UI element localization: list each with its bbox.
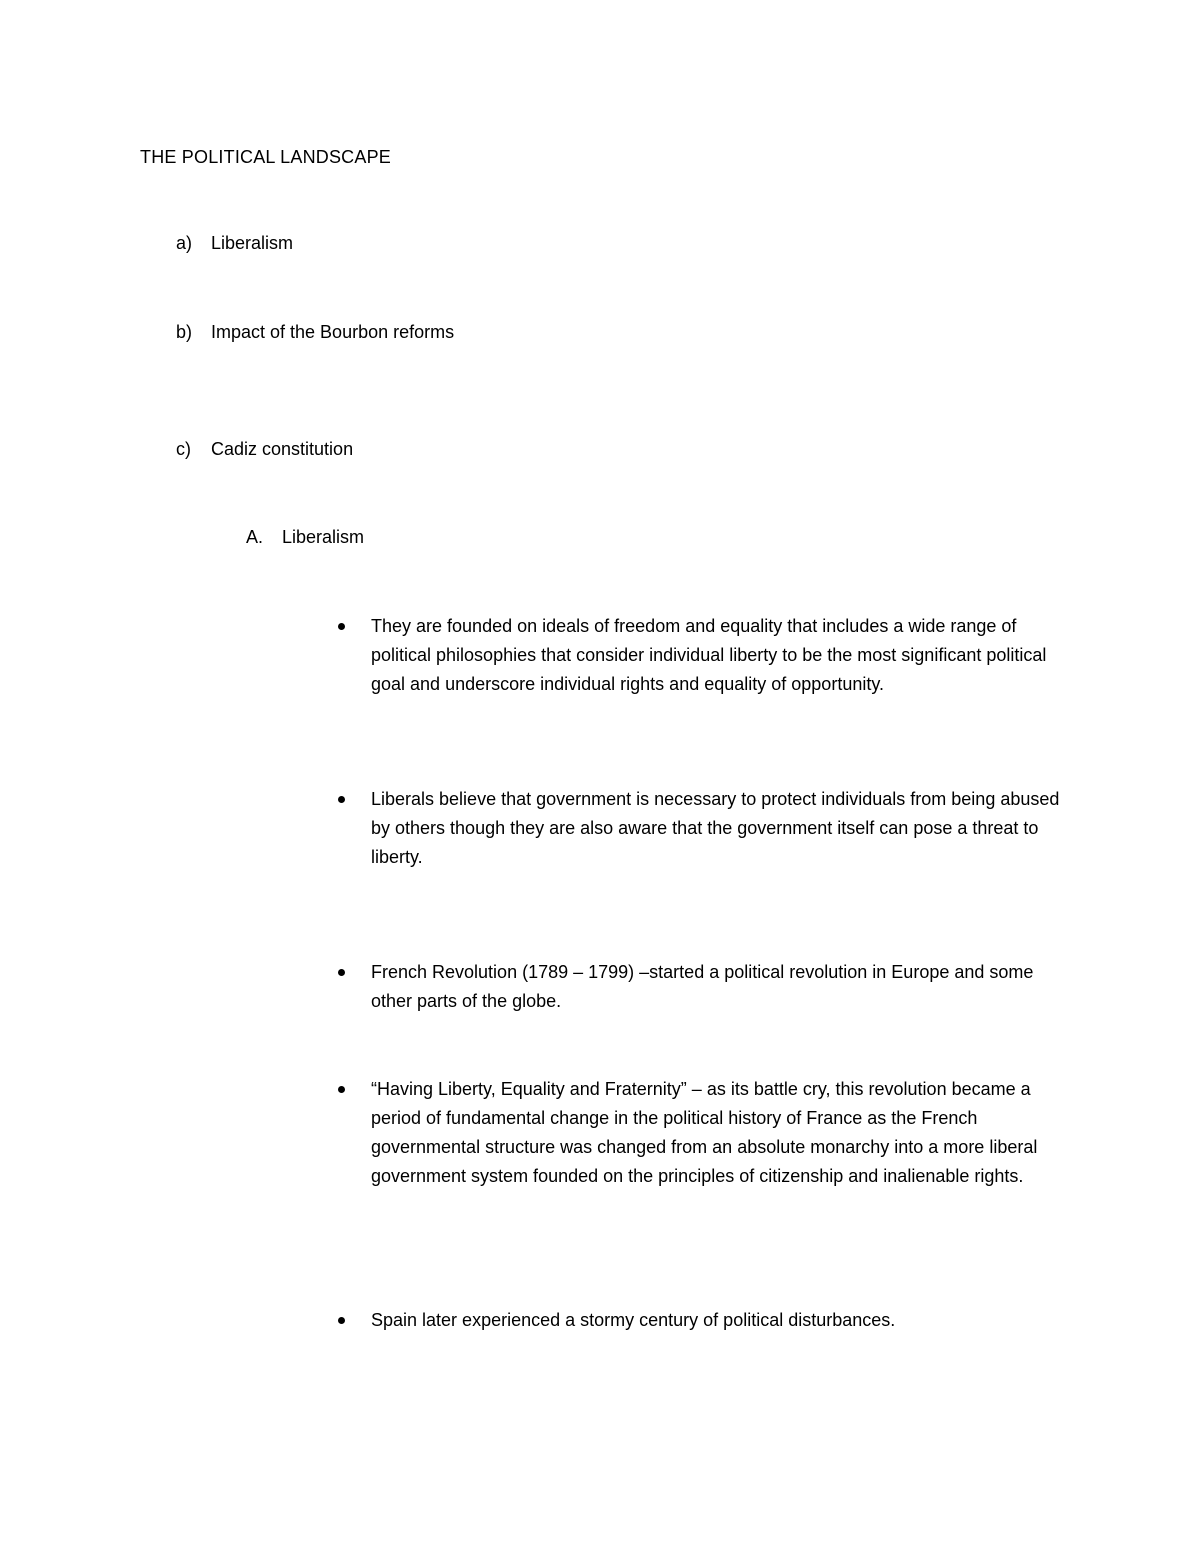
bullet-icon	[338, 1086, 345, 1093]
outline-marker: b)	[176, 322, 193, 342]
outline-label: Liberalism	[211, 233, 294, 253]
section-marker: A.	[246, 527, 264, 547]
bullet-text: “Having Liberty, Equality and Fraternity” – as its battle cry, this revolution became a period of fundamental change in the political history of France as the French governmental structure was changed from an absolute monarchy into a more liberal government system founded on the principles of citizenship and inalienable rights.	[371, 1079, 1038, 1186]
bullet-icon	[338, 1317, 345, 1324]
bullet-text: French Revolution (1789 – 1799) –started a political revolution in Europe and some other parts of the globe.	[371, 962, 1034, 1011]
bullet-icon	[338, 796, 345, 803]
section-label: Liberalism	[282, 527, 365, 547]
outline-label: Impact of the Bourbon reforms	[211, 322, 455, 342]
bullet-text: Spain later experienced a stormy century of political disturbances.	[371, 1310, 896, 1330]
outline-label: Cadiz constitution	[211, 439, 354, 459]
document-title: THE POLITICAL LANDSCAPE	[140, 147, 392, 167]
bullet-text: Liberals believe that government is necessary to protect individuals from being abused by others though they are also aware that the government itself can pose a threat to liberty.	[371, 789, 1060, 867]
bullet-icon	[338, 969, 345, 976]
bullet-icon	[338, 623, 345, 630]
outline-marker: a)	[176, 233, 193, 253]
outline-marker: c)	[176, 439, 191, 459]
bullet-text: They are founded on ideals of freedom and equality that includes a wide range of political philosophies that consider individual liberty to be the most significant political goal and underscore individual rights and equality of opportunity.	[371, 616, 1047, 694]
